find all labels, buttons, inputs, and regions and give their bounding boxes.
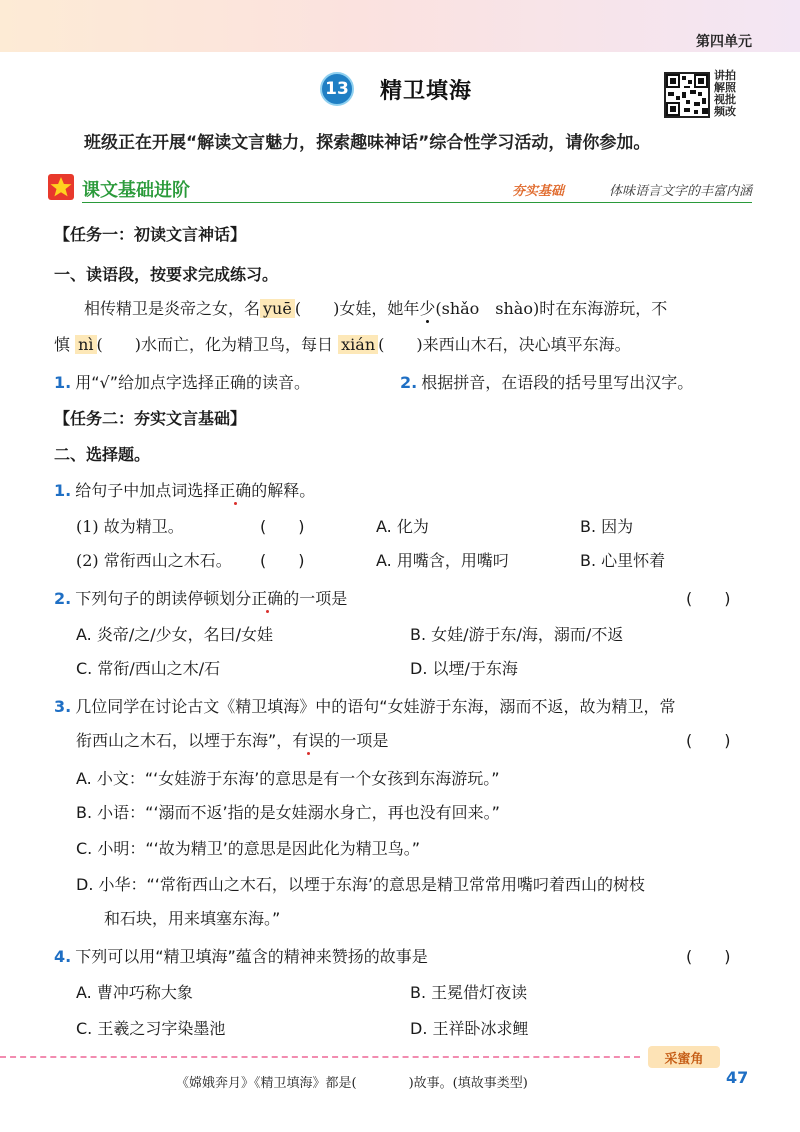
pinyin-yue: yuē	[260, 299, 295, 318]
task1-part-title: 一、读语段，按要求完成练习。	[54, 265, 279, 284]
q4-option-d[interactable]: D. 王祥卧冰求鲤	[410, 1019, 529, 1038]
answer-blank[interactable]: ( )	[378, 335, 423, 354]
passage-line-2	[54, 332, 631, 355]
intro-text: 班级正在开展“解读文言魅力，探索趣味神话”综合性学习活动，请你参加。	[84, 133, 651, 153]
qr-caption	[714, 70, 744, 118]
task1-question-2	[400, 370, 693, 393]
lesson-number-badge: 13	[320, 72, 354, 106]
section-tag: 夯实基础	[511, 184, 564, 199]
question-text: 几位同学在讨论古文《精卫填海》中的语句“女娃游于东海，溺而不返，故为精卫，常	[75, 697, 676, 716]
q1-item-2-label: (2) 常衔西山之木石。	[76, 551, 232, 570]
unit-label: 第四单元	[696, 34, 752, 50]
task2-question-3-line-2	[76, 728, 388, 751]
task1-heading: 【任务一：初读文言神话】	[54, 225, 247, 244]
question-number: 2.	[400, 373, 418, 392]
passage-text: 相传精卫是炎帝之女，名	[84, 299, 261, 318]
question-text: 衔西山之木石，以堙于东海”，	[76, 731, 293, 750]
dotted-char-shao: 少	[419, 299, 436, 318]
q1-item-2-option-a[interactable]: A. 用嘴含，用嘴叼	[376, 551, 509, 570]
q1-item-1-option-a[interactable]: A. 化为	[376, 517, 429, 536]
q1-item-1-option-b[interactable]: B. 因为	[580, 517, 634, 536]
q4-answer-blank[interactable]: ( )	[686, 947, 731, 966]
q2-option-c[interactable]: C. 常衔/西山之木/石	[76, 659, 221, 678]
emphasis-text: 正确	[251, 589, 284, 608]
question-number: 1.	[54, 481, 72, 500]
question-number: 1.	[54, 373, 72, 392]
task2-question-3-line-1	[54, 694, 676, 717]
q2-option-a[interactable]: A. 炎帝/之/少女，名曰/女娃	[76, 625, 274, 644]
corner-tag: 采蜜角	[648, 1046, 720, 1068]
question-number: 4.	[54, 947, 72, 966]
answer-blank[interactable]: ( )	[96, 335, 142, 354]
pinyin-xian: xián	[338, 335, 378, 354]
emphasis-text: 正确	[219, 481, 252, 500]
star-icon	[48, 174, 74, 200]
task2-question-4	[54, 944, 428, 967]
q1-item-1-label: (1) 故为精卫。	[76, 517, 184, 536]
q2-answer-blank[interactable]: ( )	[686, 589, 731, 608]
task2-question-2	[54, 586, 347, 609]
q3-option-c[interactable]: C. 小明：“‘故为精卫’的意思是因此化为精卫鸟。”	[76, 839, 421, 858]
question-text: 给句子中加点词选择	[75, 481, 220, 500]
qr-caption-line: 解照	[714, 81, 736, 94]
q3-option-b[interactable]: B. 小语：“‘溺而不返’指的是女娃溺水身亡，再也没有回来。”	[76, 803, 500, 822]
section-header	[48, 172, 752, 204]
question-text: 下列可以用“精卫填海”蕴含的精神来赞扬的故事是	[75, 947, 428, 966]
question-text: 用“√”给加点字选择正确的读音。	[75, 373, 310, 392]
passage-text: 来西山木石，决心填平东海。	[422, 335, 631, 354]
q4-option-a[interactable]: A. 曹冲巧称大象	[76, 983, 193, 1002]
passage-text: 水而亡，化为精卫鸟，每日	[141, 335, 334, 354]
question-text: 的一项是	[283, 589, 348, 608]
task2-question-1	[54, 478, 315, 501]
header-band	[0, 0, 800, 52]
passage-text: 时在东海游玩，不	[539, 299, 668, 318]
q3-option-d-continued: 和石块，用来填塞东海。”	[104, 909, 281, 928]
pinyin-choice[interactable]: (shǎo shào)	[435, 299, 540, 318]
pinyin-ni: nì	[75, 335, 96, 354]
q3-option-d[interactable]: D. 小华：“‘常衔西山之木石，以堙于东海’的意思是精卫常常用嘴叼着西山的树枝	[76, 875, 645, 894]
question-text: 的一项是	[324, 731, 389, 750]
question-number: 3.	[54, 697, 72, 716]
q1-item-1-blank[interactable]: ( )	[260, 517, 305, 536]
q1-item-2-blank[interactable]: ( )	[260, 551, 305, 570]
passage-text: 女娃，她年	[339, 299, 420, 318]
qr-caption-line: 讲拍	[714, 69, 736, 82]
q2-option-b[interactable]: B. 女娃/游于东/海，溺而/不返	[410, 625, 624, 644]
q1-item-2-option-b[interactable]: B. 心里怀着	[580, 551, 666, 570]
qr-caption-line: 视批	[714, 93, 736, 106]
q4-option-b[interactable]: B. 王冕借灯夜读	[410, 983, 528, 1002]
question-text: 下列句子的朗读停顿划分	[75, 589, 252, 608]
task2-part-title: 二、选择题。	[54, 445, 151, 464]
emphasis-text: 有误	[292, 731, 325, 750]
qr-caption-line: 频改	[714, 105, 736, 118]
task1-question-1	[54, 370, 310, 393]
section-subtitle: 体味语言文字的丰富内涵	[608, 184, 752, 199]
q4-option-c[interactable]: C. 王羲之习字染墨池	[76, 1019, 226, 1038]
task2-heading: 【任务二：夯实文言基础】	[54, 409, 247, 428]
footer-divider	[0, 1056, 640, 1058]
section-divider	[82, 202, 752, 203]
qr-code-icon[interactable]	[664, 72, 710, 118]
question-number: 2.	[54, 589, 72, 608]
section-title: 课文基础进阶	[82, 180, 190, 201]
q3-answer-blank[interactable]: ( )	[686, 731, 731, 750]
answer-blank[interactable]: ( )	[294, 299, 340, 318]
passage-text: 慎	[54, 335, 71, 354]
q3-option-a[interactable]: A. 小文：“‘女娃游于东海’的意思是有一个女孩到东海游玩。”	[76, 769, 500, 788]
passage-line-1	[84, 296, 667, 319]
footer-note: 《嫦娥奔月》《精卫填海》都是( )故事。(填故事类型)	[176, 1076, 528, 1091]
page-number: 47	[726, 1068, 749, 1087]
question-text: 根据拼音，在语段的括号里写出汉字。	[421, 373, 694, 392]
question-text: 的解释。	[251, 481, 316, 500]
lesson-title: 精卫填海	[380, 79, 473, 104]
q2-option-d[interactable]: D. 以堙/于东海	[410, 659, 518, 678]
